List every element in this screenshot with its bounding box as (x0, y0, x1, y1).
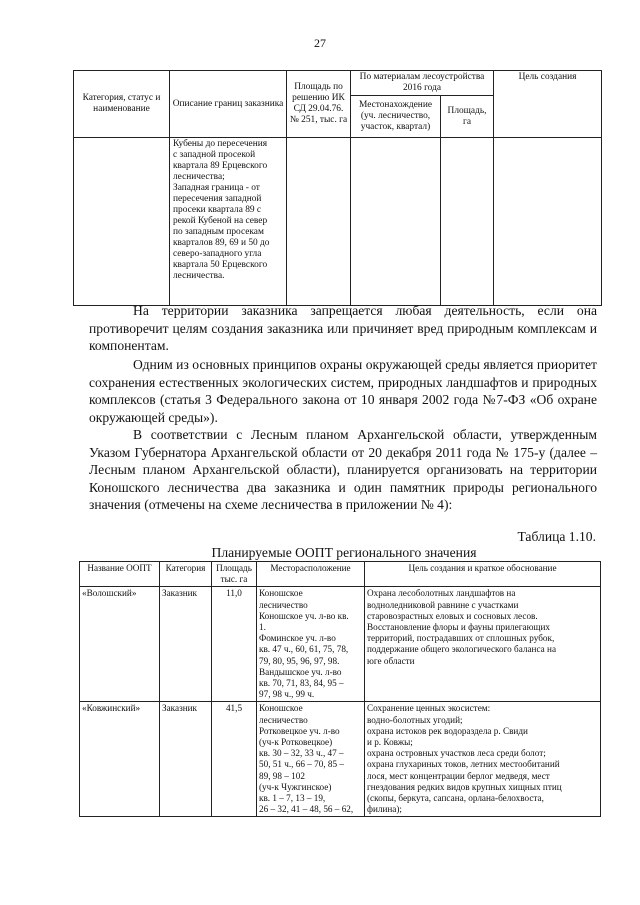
header-oopt-category: Категория (160, 562, 212, 587)
description-line: квартала 50 Ерцевского (173, 260, 268, 270)
description-line: просеки квартала 89 с (173, 205, 262, 215)
location-line: 50, 51 ч., 66 – 70, 85 – (259, 759, 345, 770)
goal-line: гнездования редких видов крупных хищных птиц (367, 781, 562, 792)
description-line: рекой Кубеной на север (173, 216, 268, 226)
cell-area-decision (287, 138, 351, 306)
goal-line: (скопы, беркута, сапсана, орлана-белохвоста, (367, 793, 544, 804)
goal-line: водноледниковой равнине с участками (367, 599, 519, 610)
header-oopt-goal: Цель создания и краткое обоснование (365, 562, 601, 587)
header-oopt-area: Площадь тыс. га (212, 562, 257, 587)
paragraph-principles: Одним из основных принципов охраны окружающей среды является приоритет сохранения естественных экологических систем, природных ландшафтов и природных комплексов (статья 3 Федерального закона от 10 января 2002 года №7-ФЗ «Об охране окружающей среды»). (89, 357, 597, 425)
location-line: (уч-к Чужгинское) (259, 781, 332, 792)
description-line: северо-западного угла (173, 249, 262, 259)
paragraph-prohibition: На территории заказника запрещается любая деятельность, если она противоречит целям создания заказника или причиняет вред природным комплексам и компонентам. (89, 303, 597, 353)
location-line: Ротковецкое уч. л-во (259, 725, 340, 736)
goal-line: водно-болотных угодий; (367, 714, 463, 725)
goal-line: Восстановление флоры и фауны прилегающих (367, 622, 551, 633)
cell-location (351, 138, 441, 306)
oopt-goal (365, 587, 601, 702)
table-row (80, 587, 601, 702)
cell-description (170, 138, 287, 306)
goal-line: охрана истоков рек водораздела р. Свиди (367, 725, 528, 736)
description-line: кварталов 89, 69 и 50 до (173, 238, 270, 248)
oopt-name: «Ковжинский» (80, 702, 160, 817)
header-oopt-name: Название ООПТ (80, 562, 160, 587)
header-category: Категория, статус и наименование (74, 71, 170, 138)
location-line: 79, 80, 95, 96, 97, 98. (259, 655, 340, 666)
location-line: 97, 98 ч., 99 ч. (259, 689, 315, 700)
location-line: Коношское (259, 703, 303, 714)
header-oopt-location: Месторасположение (257, 562, 365, 587)
description-line: лесничества. (173, 271, 225, 281)
location-line: кв. 47 ч., 60, 61, 75, 78, (259, 644, 349, 655)
reserve-description-table (73, 70, 602, 306)
goal-line: Охрана лесоболотных ландшафтов на (367, 588, 516, 599)
page-number: 27 (314, 36, 326, 50)
location-line: лесничество (259, 714, 308, 725)
description-line: Кубены до пересечения (173, 139, 268, 149)
oopt-area: 41,5 (212, 702, 257, 817)
oopt-location (257, 587, 365, 702)
description-line: с западной просекой (173, 150, 256, 160)
table-title: Планируемые ООПТ регионального значения (211, 545, 477, 560)
location-line: кв. 1 – 7, 13 – 19, (259, 793, 326, 804)
table-row (80, 702, 601, 817)
header-forest-inventory: По материалам лесоустройства 2016 года (351, 71, 494, 96)
oopt-category: Заказник (160, 587, 212, 702)
location-line: Фоминское уч. л-во (259, 633, 336, 644)
goal-line: лося, мест концентрации берлог медведя, мест (367, 770, 550, 781)
cell-goal (494, 138, 602, 306)
location-line: кв. 30 – 32, 33 ч., 47 – (259, 748, 344, 759)
description-line: пересечения западной (173, 194, 262, 204)
location-line: (уч-к Ротковецкое) (259, 737, 333, 748)
goal-line: и р. Ковжы; (367, 737, 413, 748)
location-line: 26 – 32, 41 – 48, 56 – 62, (259, 804, 354, 815)
description-line: по западным просекам (173, 227, 264, 237)
description-line: лесничества; (173, 172, 225, 182)
location-line: 89, 98 – 102 (259, 770, 305, 781)
planned-oopt-table (79, 561, 601, 817)
goal-line: старовозрастных еловых и сосновых лесов. (367, 610, 538, 621)
description-line: квартала 89 Ерцевского (173, 161, 268, 171)
description-line: Западная граница - от (173, 183, 260, 193)
header-area-ha: Площадь, га (441, 96, 494, 138)
goal-line: юге области (367, 655, 415, 666)
header-description: Описание границ заказника (170, 71, 287, 138)
oopt-location (257, 702, 365, 817)
location-line: Вандышское уч. л-во (259, 666, 342, 677)
paragraph-forest-plan: В соответствии с Лесным планом Архангельской области, утвержденным Указом Губернатора Архангельской области от 20 декабря 2011 года № 175-у (далее – Лесным планом Архангельской области), планируется организовать на территории Коношского лесничества два заказника и один памятник природы регионального значения (отмечены на схеме лесничества в приложении № 4): (89, 427, 597, 512)
location-line: Коношское уч. л-во кв. (259, 610, 349, 621)
oopt-category: Заказник (160, 702, 212, 817)
location-line: лесничество (259, 599, 308, 610)
header-location: Местонахождение (уч. лесничество, участок, квартал) (351, 96, 441, 138)
location-line: 1. (259, 622, 266, 633)
goal-line: поддержание общего экологического баланса на (367, 644, 557, 655)
goal-line: территорий, пострадавших от сплошных рубок, (367, 633, 555, 644)
goal-line: филина); (367, 804, 402, 815)
cell-category (74, 138, 170, 306)
goal-line: охрана островных участков леса среди болот; (367, 748, 546, 759)
oopt-goal (365, 702, 601, 817)
oopt-name: «Волошский» (80, 587, 160, 702)
goal-line: Сохранение ценных экосистем: (367, 703, 491, 714)
cell-area-ha (441, 138, 494, 306)
location-line: кв. 70, 71, 83, 84, 95 – (259, 678, 344, 689)
oopt-area: 11,0 (212, 587, 257, 702)
table-number: Таблица 1.10. (517, 529, 596, 544)
header-area-decision: Площадь по решению ИК СД 29.04.76. № 251, тыс. га (287, 71, 351, 138)
header-goal: Цель создания (494, 71, 602, 138)
goal-line: охрана глухариных токов, летних местообитаний (367, 759, 560, 770)
location-line: Коношское (259, 588, 303, 599)
